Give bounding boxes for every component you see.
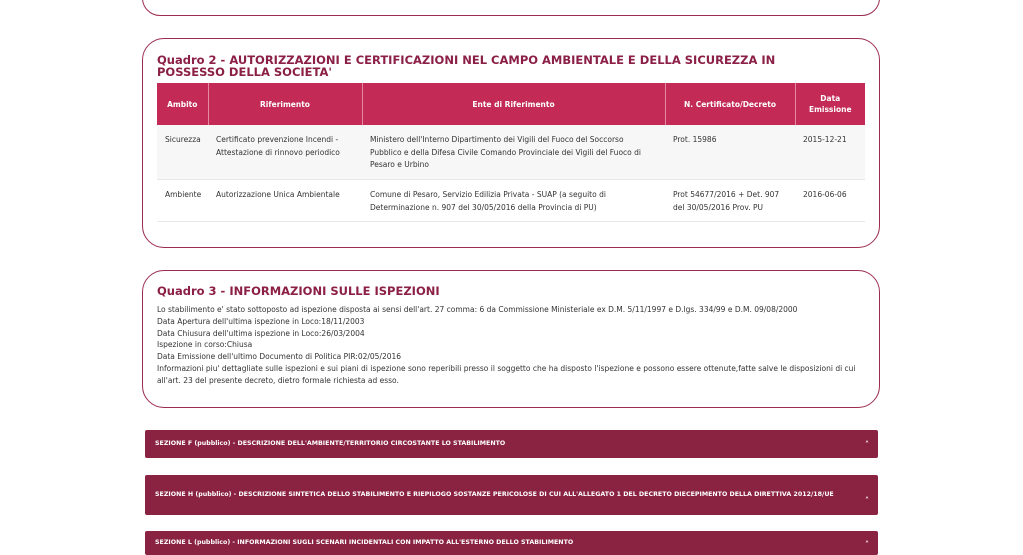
cell-certificato: Prot. 15986 xyxy=(665,125,795,180)
cell-certificato: Prot 54677/2016 + Det. 907 del 30/05/2016 Prov. PU xyxy=(665,180,795,222)
inspection-line: Ispezione in corso:Chiusa xyxy=(157,340,253,350)
quadro3-title: Quadro 3 - INFORMAZIONI SULLE ISPEZIONI xyxy=(157,284,440,298)
section-f-label: SEZIONE F (pubblico) - DESCRIZIONE DELL'AMBIENTE/TERRITORIO CIRCOSTANTE LO STABILIMENTO xyxy=(155,440,506,447)
quadro2-card xyxy=(142,38,880,248)
inspection-line: Data Apertura dell'ultima ispezione in Loco:18/11/2003 xyxy=(157,316,365,326)
inspection-line: Data Chiusura dell'ultima ispezione in Loco:26/03/2004 xyxy=(157,328,365,338)
quadro3-card xyxy=(142,270,880,408)
col-header-ambito: Ambito xyxy=(157,83,208,125)
quadro2-title: Quadro 2 - AUTORIZZAZIONI E CERTIFICAZIONI NEL CAMPO AMBIENTALE E DELLA SICUREZZA IN POSSESSO DELLA SOCIETA' xyxy=(157,53,776,79)
cell-data: 2015-12-21 xyxy=(795,125,865,180)
cell-riferimento: Autorizzazione Unica Ambientale xyxy=(208,180,362,222)
section-h-accordion[interactable] xyxy=(145,475,878,515)
inspection-info xyxy=(157,304,869,387)
table-row xyxy=(157,180,865,222)
col-header-certificato: N. Certificato/Decreto xyxy=(665,83,795,125)
previous-section-card xyxy=(142,0,880,16)
cell-data: 2016-06-06 xyxy=(795,180,865,222)
authorizations-table xyxy=(157,83,865,222)
cell-ambito: Sicurezza xyxy=(157,125,208,180)
table-row xyxy=(157,125,865,180)
cell-ambito: Ambiente xyxy=(157,180,208,222)
chevron-up-icon: ˄ xyxy=(865,540,869,549)
section-h-label: SEZIONE H (pubblico) - DESCRIZIONE SINTETICA DELLO STABILIMENTO E RIEPILOGO SOSTANZE PERICOLOSE DI CUI ALL'ALLEGATO 1 DEL DECRETO DIECEPIMENTO DELLA DIRETTIVA 2012/18/UE xyxy=(155,491,834,498)
inspection-line: Data Emissione dell'ultimo Documento di Politica PIR:02/05/2016 xyxy=(157,352,402,362)
table-header-row xyxy=(157,83,865,125)
cell-ente: Comune di Pesaro, Servizio Edilizia Privata - SUAP (a seguito di Determinazione n. 907 del 30/05/2016 della Provincia di PU) xyxy=(362,180,665,222)
inspection-line: Informazioni piu' dettagliate sulle ispezioni e sui piani di ispezione sono reperibili presso il soggetto che ha disposto l'ispezione e possono essere ottenute,fatte salve le disposizioni di cui all'art. 23 del presente decreto, dietro formale richiesta ad esso. xyxy=(157,363,856,385)
section-l-label: SEZIONE L (pubblico) - INFORMAZIONI SUGLI SCENARI INCIDENTALI CON IMPATTO ALL'ESTERNO DELLO STABILIMENTO xyxy=(155,539,574,546)
section-l-accordion[interactable] xyxy=(145,531,878,555)
chevron-up-icon: ˄ xyxy=(865,440,869,449)
inspection-line: Lo stabilimento e' stato sottoposto ad ispezione disposta ai sensi dell'art. 27 comma: 6 da Commissione Ministeriale ex D.M. 5/11/1997 e D.lgs. 334/99 e D.M. 09/08/2000 xyxy=(157,305,798,314)
col-header-data: Data Emissione xyxy=(795,83,865,125)
col-header-riferimento: Riferimento xyxy=(208,83,362,125)
cell-riferimento: Certificato prevenzione Incendi - Attestazione di rinnovo periodico xyxy=(208,125,362,180)
col-header-ente: Ente di Riferimento xyxy=(362,83,665,125)
chevron-up-icon: ˄ xyxy=(865,496,869,505)
section-f-accordion[interactable] xyxy=(145,430,878,458)
cell-ente: Ministero dell'Interno Dipartimento dei Vigili del Fuoco del Soccorso Pubblico e della Difesa Civile Comando Provinciale dei Vigili del Fuoco di Pesaro e Urbino xyxy=(362,125,665,180)
